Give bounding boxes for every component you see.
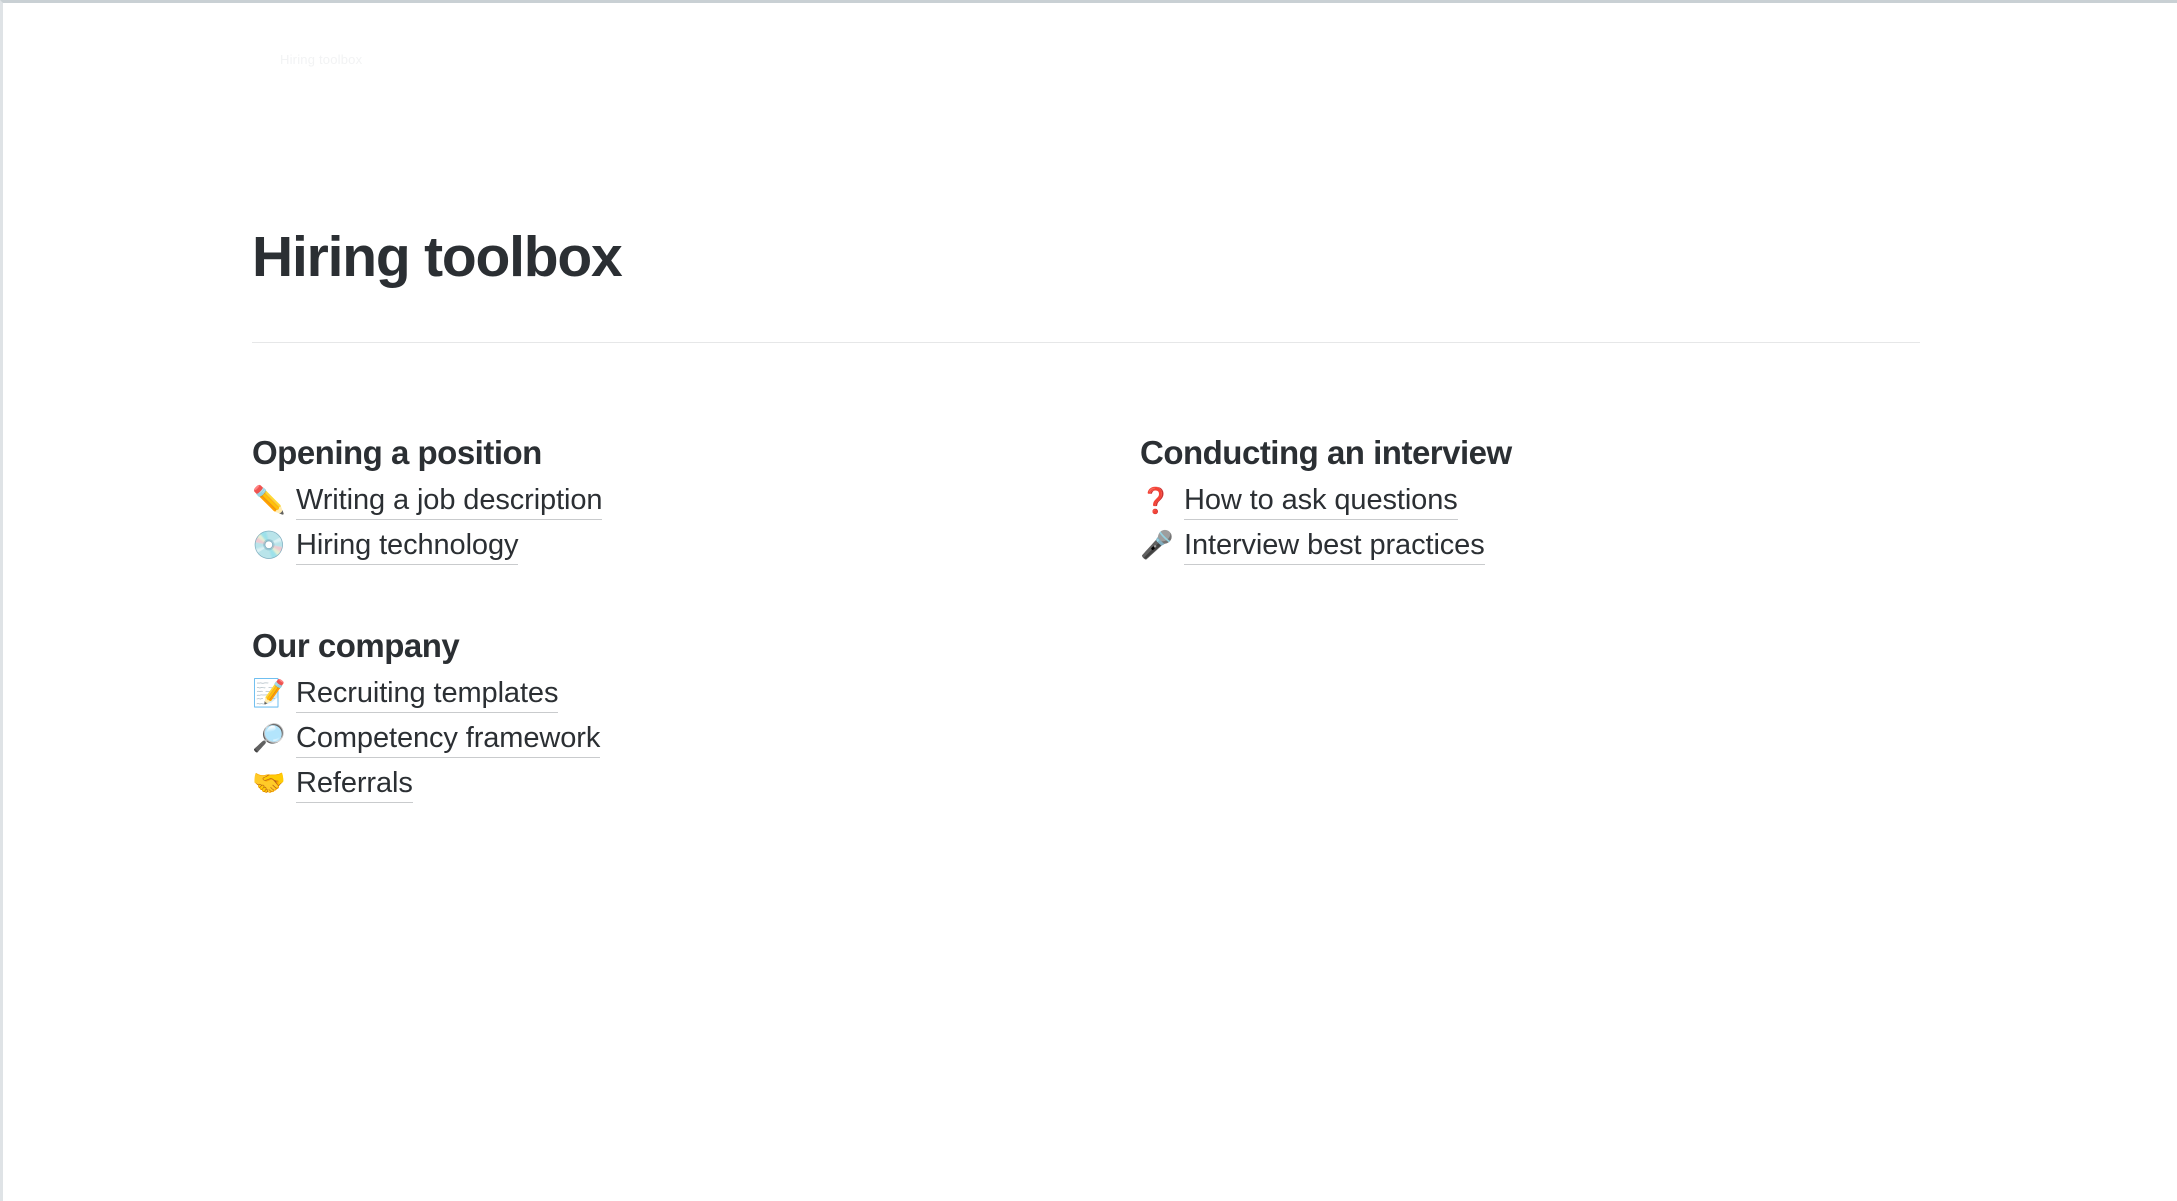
title-divider [252, 342, 1920, 343]
link-columns [252, 434, 1932, 814]
microphone-icon: 🎤 [1140, 529, 1174, 560]
link-referrals[interactable]: Referrals [296, 769, 413, 803]
link-competency-framework[interactable]: Competency framework [296, 724, 600, 758]
link-how-to-ask-questions[interactable]: How to ask questions [1184, 486, 1458, 520]
section-heading: Our company [252, 626, 460, 664]
memo-icon: 📝 [252, 677, 286, 708]
link-recruiting-templates[interactable]: Recruiting templates [296, 679, 558, 713]
list-item[interactable] [252, 528, 1140, 565]
breadcrumb: Hiring toolbox [280, 52, 363, 67]
list-item[interactable] [252, 676, 1140, 713]
handshake-icon: 🤝 [252, 767, 286, 798]
optical-disk-icon: 💿 [252, 529, 286, 560]
column-right [1140, 434, 1920, 814]
section-heading: Opening a position [252, 433, 542, 471]
magnifying-glass-icon: 🔎 [252, 722, 286, 753]
list-item[interactable] [1140, 483, 1920, 520]
link-writing-a-job-description[interactable]: Writing a job description [296, 486, 602, 520]
section-opening-a-position [252, 434, 1140, 565]
section-conducting-an-interview [1140, 434, 1920, 565]
list-item[interactable] [252, 483, 1140, 520]
section-heading: Conducting an interview [1140, 433, 1512, 471]
list-item[interactable] [1140, 528, 1920, 565]
red-question-mark-icon: ❓ [1140, 486, 1172, 515]
page-title: Hiring toolbox [252, 225, 622, 289]
column-left [252, 434, 1140, 814]
pencil-icon: ✏️ [252, 484, 286, 515]
list-item[interactable] [252, 766, 1140, 803]
section-our-company [252, 627, 1140, 803]
document-body [252, 0, 1932, 814]
link-hiring-technology[interactable]: Hiring technology [296, 531, 518, 565]
link-interview-best-practices[interactable]: Interview best practices [1184, 531, 1485, 565]
list-item[interactable] [252, 721, 1140, 758]
